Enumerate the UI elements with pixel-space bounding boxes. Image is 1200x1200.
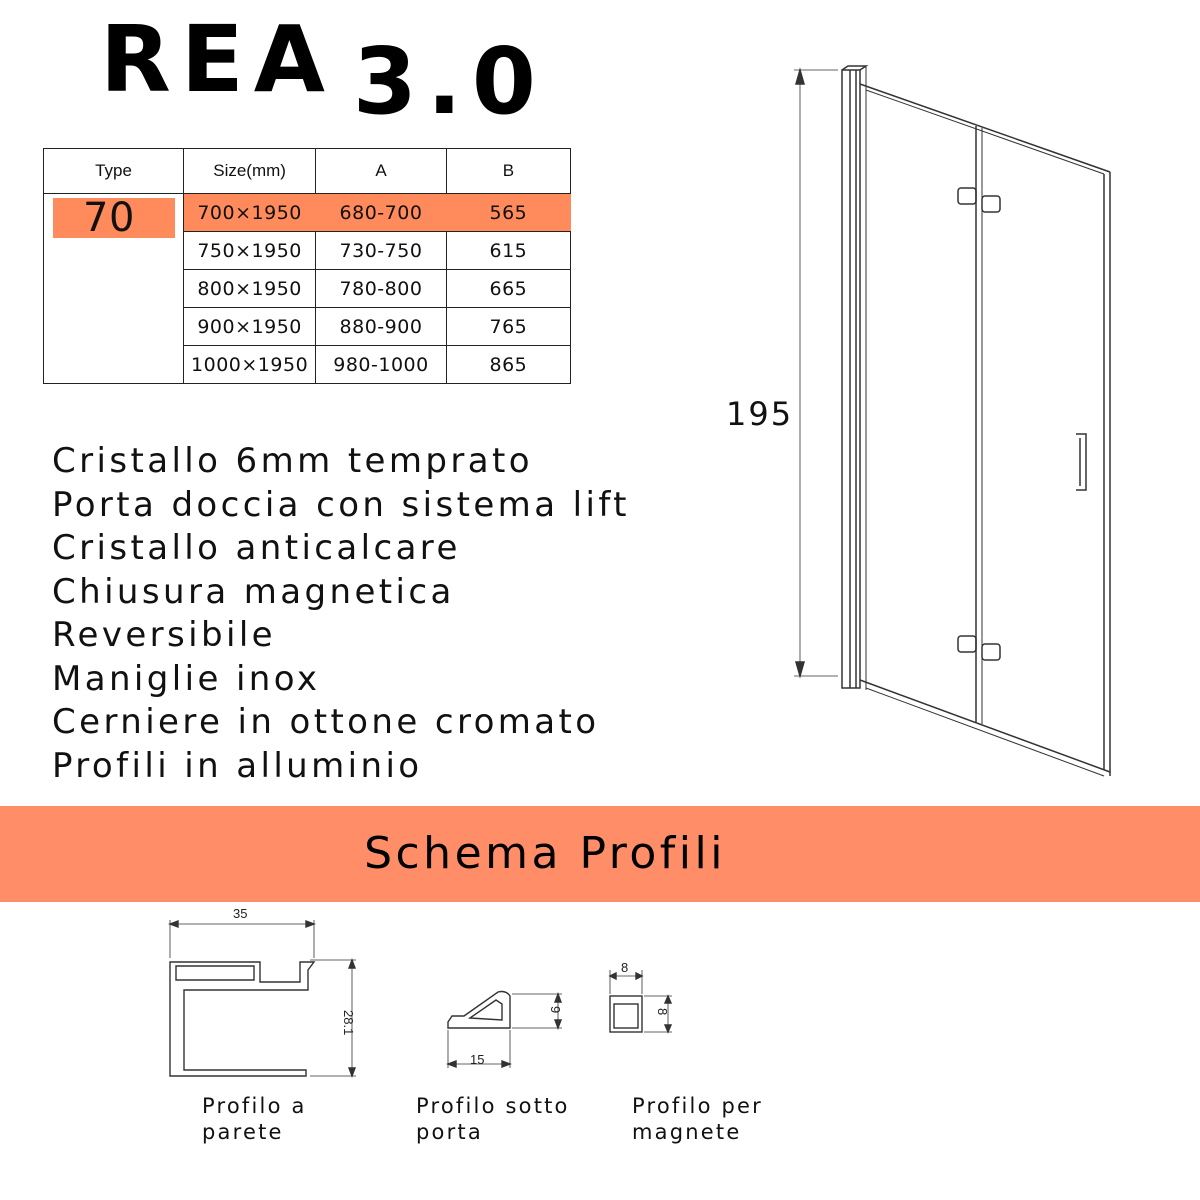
bottom-profile-label: Profilo sotto porta: [416, 1094, 570, 1144]
list-item: Maniglie inox: [52, 658, 321, 699]
bottom-profile-height: 9: [548, 1006, 563, 1014]
product-version: 3.0: [352, 28, 546, 135]
cell-a: 780-800: [316, 270, 447, 308]
magnet-profile-section: [610, 970, 672, 1032]
cell-a: 680-700: [316, 194, 447, 232]
magnet-profile-label: Profilo per magnete: [632, 1094, 763, 1144]
wall-profile-section: [170, 920, 356, 1076]
bottom-profile-width: 15: [470, 1052, 485, 1067]
header-type: Type: [44, 149, 184, 194]
cell-size: 700×1950: [184, 194, 316, 232]
list-item: Chiusura magnetica: [52, 571, 455, 612]
cell-size: 1000×1950: [184, 346, 316, 384]
wall-profile-height: 28.1: [341, 1010, 356, 1036]
list-item: Porta doccia con sistema lift: [52, 484, 630, 525]
cell-size: 750×1950: [184, 232, 316, 270]
list-item: Profili in alluminio: [52, 745, 423, 786]
cell-b: 615: [446, 232, 570, 270]
magnet-profile-height: 8: [655, 1008, 670, 1016]
bottom-profile-section: [448, 992, 562, 1069]
product-name: REA: [100, 6, 335, 113]
cell-b: 565: [446, 194, 570, 232]
header-b: B: [446, 149, 570, 194]
cell-a: 880-900: [316, 308, 447, 346]
section-title: Schema Profili: [364, 828, 726, 879]
cell-b: 865: [446, 346, 570, 384]
wall-profile-width: 35: [233, 906, 248, 921]
list-item: Cristallo anticalcare: [52, 528, 461, 568]
cell-size: 800×1950: [184, 270, 316, 308]
wall-profile-label: Profilo a parete: [202, 1094, 307, 1144]
cell-a: 980-1000: [316, 346, 447, 384]
magnet-profile-width: 8: [621, 960, 629, 975]
cell-b: 765: [446, 308, 570, 346]
list-item: Cristallo 6mm temprato: [52, 441, 533, 481]
list-item: Reversibile: [52, 615, 276, 655]
cell-b: 665: [446, 270, 570, 308]
height-dimension-label: 195: [726, 395, 794, 433]
header-size: Size(mm): [184, 149, 316, 194]
cell-a: 730-750: [316, 232, 447, 270]
type-value: 70: [53, 198, 175, 238]
header-a: A: [316, 149, 447, 194]
list-item: Cerniere in ottone cromato: [52, 702, 600, 742]
cell-size: 900×1950: [184, 308, 316, 346]
